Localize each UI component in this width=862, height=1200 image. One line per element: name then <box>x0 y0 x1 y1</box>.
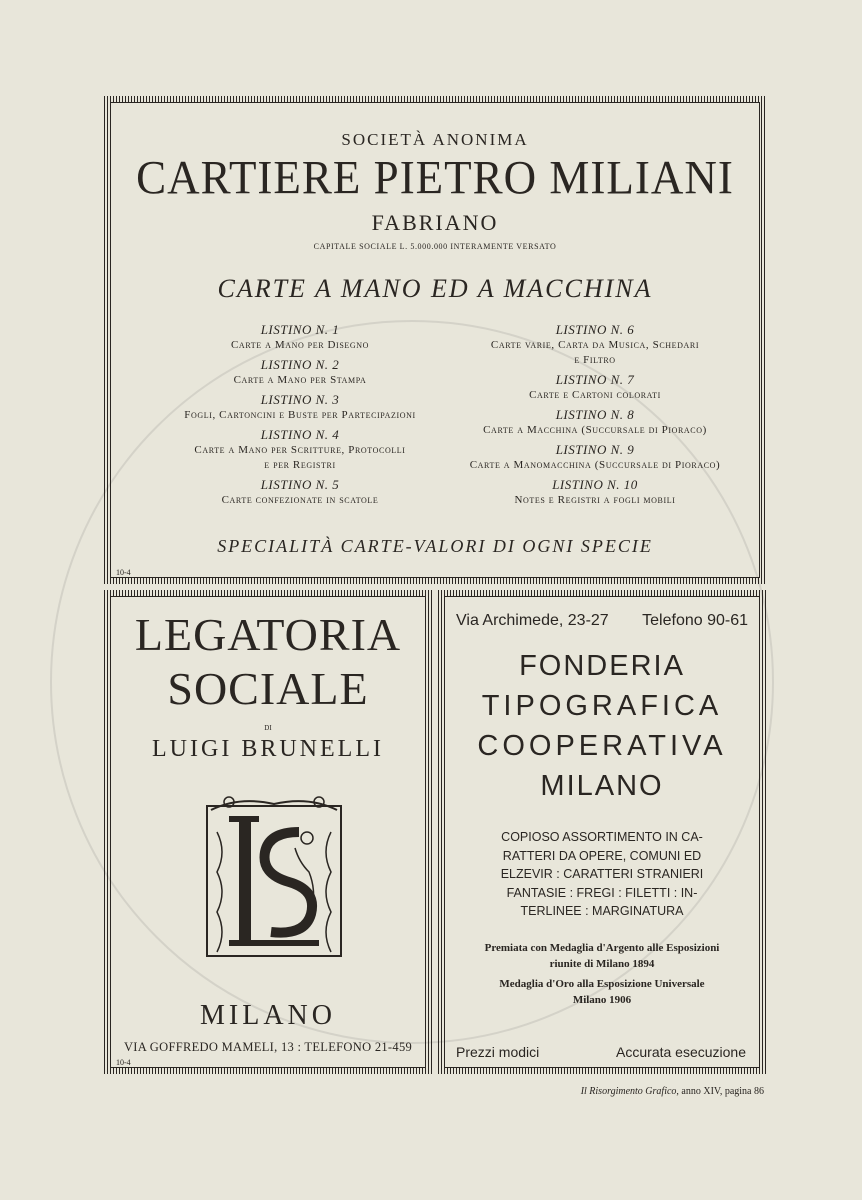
fonderia-body-line: TERLINEE : MARGINATURA <box>520 904 684 918</box>
milani-line1: SOCIETÀ ANONIMA <box>341 130 529 149</box>
list-item <box>430 322 760 368</box>
legatoria-di: DI <box>264 724 272 732</box>
milani-heading: CARTE A MANO ED A MACCHINA <box>217 274 653 303</box>
fonderia-award-1 <box>444 940 760 972</box>
legatoria-tag: 10-4 <box>116 1058 131 1067</box>
fonderia-body <box>444 828 760 921</box>
fonderia-quality: Accurata esecuzione <box>616 1044 746 1060</box>
milani-tag: 10-4 <box>116 568 131 577</box>
legatoria-line1: LEGATORIA <box>134 609 402 660</box>
list-item <box>150 322 450 353</box>
fonderia-award-2 <box>444 976 760 1008</box>
milani-left-column <box>150 322 450 508</box>
listino-label: LISTINO N. 3 <box>260 392 340 407</box>
fonderia-title-3: COOPERATIVA <box>477 730 727 762</box>
listino-desc: Carte a Mano per Stampa <box>233 374 367 386</box>
journal-name: Il Risorgimento Grafico <box>580 1086 677 1097</box>
listino-desc: Carte a Manomacchina (Succursale di Pioraco) <box>469 459 721 471</box>
listino-label: LISTINO N. 9 <box>555 442 635 457</box>
milani-capital: CAPITALE SOCIALE L. 5.000.000 INTERAMENTE VERSATO <box>313 242 557 251</box>
fonderia-phone: Telefono 90-61 <box>642 612 748 629</box>
award-line: Medaglia d'Oro alla Esposizione Universale <box>499 978 705 990</box>
milani-footer: SPECIALITÀ CARTE-VALORI DI OGNI SPECIE <box>217 536 653 556</box>
legatoria-address: VIA GOFFREDO MAMELI, 13 : TELEFONO 21-459 <box>123 1040 413 1054</box>
list-item <box>150 357 450 388</box>
listino-label: LISTINO N. 6 <box>555 322 635 337</box>
listino-desc: Notes e Registri a fogli mobili <box>514 494 676 506</box>
fonderia-address: Via Archimede, 23-27 <box>456 612 609 629</box>
fonderia-body-line: COPIOSO ASSORTIMENTO IN CA- <box>501 830 703 844</box>
list-item <box>430 442 760 473</box>
fonderia-ad <box>438 590 766 1074</box>
fonderia-title-4: MILANO <box>540 770 664 802</box>
monogram-emblem-icon <box>199 792 349 972</box>
list-item <box>150 392 450 423</box>
listino-desc: e Filtro <box>574 354 616 366</box>
listino-desc: Carte a Mano per Disegno <box>231 339 369 351</box>
award-line: Milano 1906 <box>572 994 632 1006</box>
page-footer <box>581 1086 764 1097</box>
legatoria-ad <box>104 590 432 1074</box>
fonderia-title-2: TIPOGRAFICA <box>481 690 723 722</box>
milani-city: FABRIANO <box>371 210 499 235</box>
milani-name: CARTIERE PIETRO MILIANI <box>136 151 734 205</box>
listino-desc: Carte e Cartoni colorati <box>529 389 661 401</box>
list-item <box>430 477 760 508</box>
list-item <box>150 427 450 473</box>
listino-label: LISTINO N. 5 <box>260 477 340 492</box>
listino-label: LISTINO N. 10 <box>552 477 638 492</box>
list-item <box>430 372 760 403</box>
milani-right-column <box>430 322 760 508</box>
listino-desc: e per Registri <box>264 459 336 471</box>
legatoria-line2: SOCIALE <box>167 663 369 714</box>
listino-desc: Fogli, Cartoncini e Buste per Partecipazioni <box>184 409 416 421</box>
listino-desc: Carte varie, Carta da Musica, Schedari <box>490 339 700 351</box>
listino-label: LISTINO N. 8 <box>555 407 635 422</box>
fonderia-body-line: FANTASIE : FREGI : FILETTI : IN- <box>506 885 698 900</box>
fonderia-title-1: FONDERIA <box>519 650 685 682</box>
award-line: riunite di Milano 1894 <box>549 958 655 970</box>
listino-desc: Carte a Mano per Scritture, Protocolli <box>194 444 406 456</box>
milani-ad <box>104 96 766 584</box>
list-item <box>430 407 760 438</box>
list-item <box>150 477 450 508</box>
listino-label: LISTINO N. 2 <box>260 357 340 372</box>
listino-label: LISTINO N. 7 <box>555 372 635 387</box>
listino-desc: Carte confezionate in scatole <box>221 494 379 506</box>
legatoria-owner: LUIGI BRUNELLI <box>152 736 384 762</box>
journal-info: , anno XIV, pagina 86 <box>676 1086 764 1097</box>
listino-desc: Carte a Macchina (Succursale di Pioraco) <box>483 424 707 436</box>
legatoria-city: MILANO <box>200 1000 336 1031</box>
fonderia-body-line: RATTERI DA OPERE, COMUNI ED <box>502 848 702 863</box>
listino-label: LISTINO N. 1 <box>260 322 340 337</box>
fonderia-prices: Prezzi modici <box>456 1044 540 1060</box>
fonderia-body-line: ELZEVIR : CARATTERI STRANIERI <box>500 867 704 881</box>
listino-label: LISTINO N. 4 <box>260 427 340 442</box>
award-line: Premiata con Medaglia d'Argento alle Esposizioni <box>484 942 720 954</box>
